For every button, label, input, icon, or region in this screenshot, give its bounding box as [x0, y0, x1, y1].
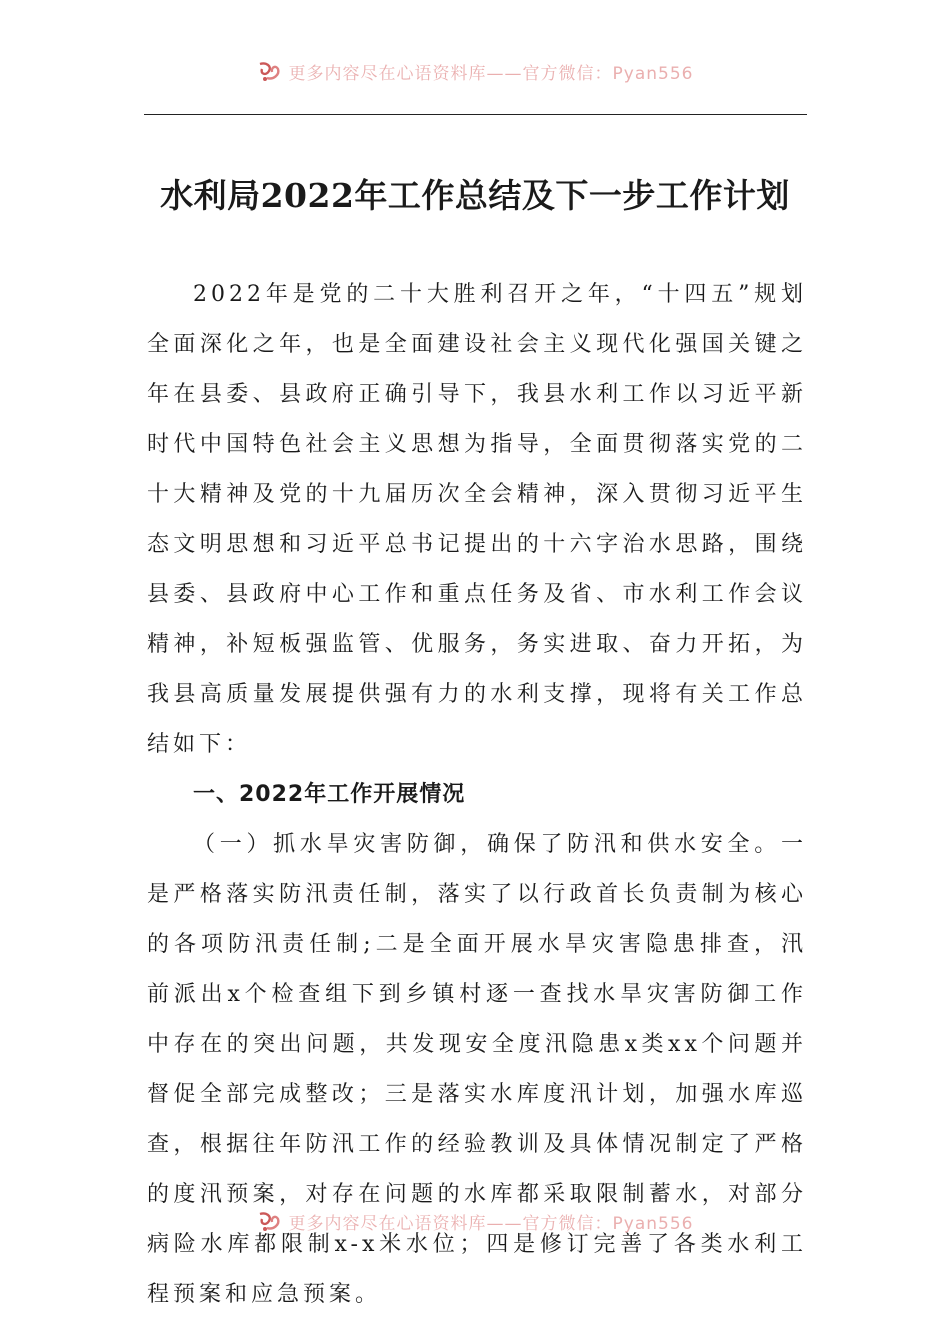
- document-body: [147, 270, 807, 1320]
- intro-paragraph: 2022年是党的二十大胜利召开之年，“十四五”规划全面深化之年，也是全面建设社会主义现代化强国关键之年在县委、县政府正确引导下，我县水利工作以习近平新时代中国特色社会主义思想为指导，全面贯彻落实党的二十大精神及党的十九届历次全会精神，深入贯彻习近平生态文明思想和习近平总书记提出的十六字治水思路，围绕县委、县政府中心工作和重点任务及省、市水利工作会议精神，补短板强监管、优服务，务实进取、奋力开拓，为我县高质量发展提供强有力的水利支撑，现将有关工作总结如下：: [147, 282, 807, 757]
- watermark-group: [257, 1209, 694, 1234]
- header-rule: [144, 114, 807, 115]
- watermark-header: [0, 58, 950, 84]
- watermark-text: 更多内容尽在心语资料库——官方微信：Pyan556: [288, 1213, 694, 1234]
- watermark-footer: [0, 1208, 950, 1234]
- watermark-group: [257, 59, 694, 84]
- document-title: 水利局2022年工作总结及下一步工作计划: [160, 176, 790, 215]
- section-heading: 一、2022年工作开展情况: [193, 782, 466, 807]
- watermark-logo-icon: [257, 60, 283, 82]
- section-paragraph: （一）抓水旱灾害防御，确保了防汛和供水安全。一是严格落实防汛责任制，落实了以行政首长负责制为核心的各项防汛责任制;二是全面开展水旱灾害隐患排查，汛前派出x个检查组下到乡镇村逐一查找水旱灾害防御工作中存在的突出问题，共发现安全度汛隐患x类xx个问题并督促全部完成整改；三是落实水库度汛计划，加强水库巡查，根据往年防汛工作的经验教训及具体情况制定了严格的度汛预案，对存在问题的水库都采取限制蓄水，对部分病险水库都限制x-x米水位；四是修订完善了各类水利工程预案和应急预案。: [147, 832, 807, 1307]
- watermark-logo-icon: [257, 1210, 283, 1232]
- watermark-text: 更多内容尽在心语资料库——官方微信：Pyan556: [288, 63, 694, 84]
